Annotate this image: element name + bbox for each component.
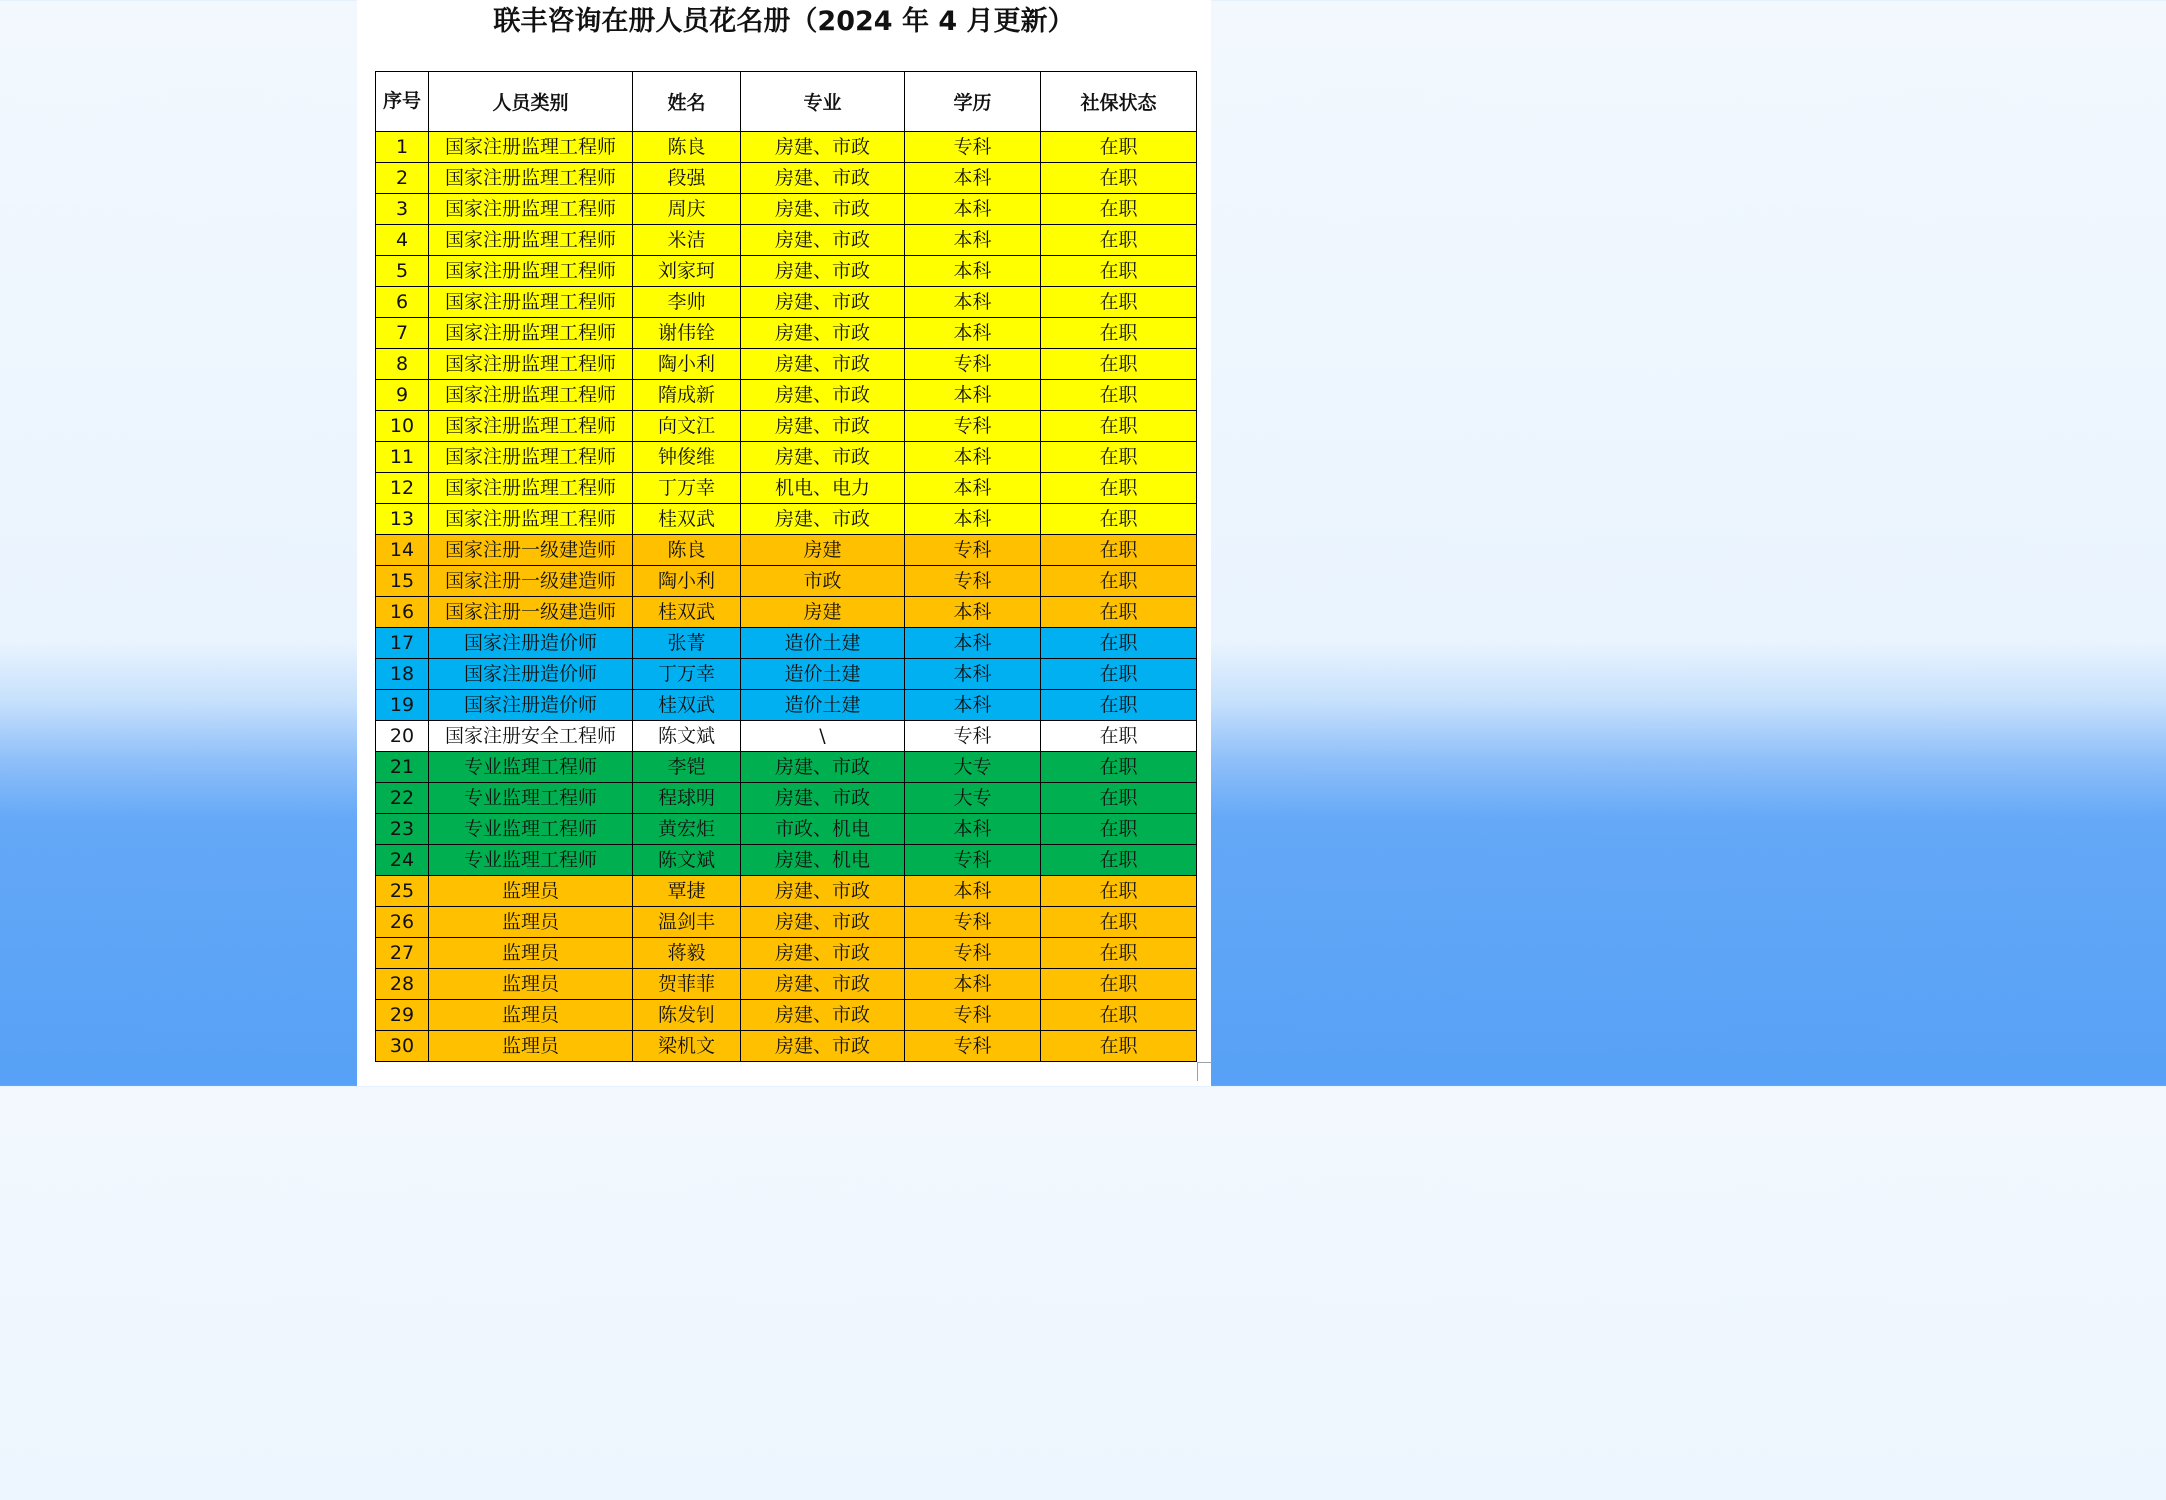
cell-education: 本科 xyxy=(905,690,1041,721)
cell-seq: 4 xyxy=(376,225,429,256)
cell-category: 专业监理工程师 xyxy=(429,814,633,845)
cell-status: 在职 xyxy=(1041,845,1197,876)
cell-category: 国家注册一级建造师 xyxy=(429,566,633,597)
cell-category: 国家注册监理工程师 xyxy=(429,194,633,225)
cell-category: 监理员 xyxy=(429,1000,633,1031)
cell-category: 国家注册监理工程师 xyxy=(429,318,633,349)
table-row xyxy=(376,411,1197,442)
header-name: 姓名 xyxy=(633,72,741,132)
cell-category: 专业监理工程师 xyxy=(429,845,633,876)
cell-major: 机电、电力 xyxy=(741,473,905,504)
table-row xyxy=(376,783,1197,814)
cell-status: 在职 xyxy=(1041,1031,1197,1062)
cell-major: 房建、市政 xyxy=(741,256,905,287)
cell-major: 造价土建 xyxy=(741,659,905,690)
header-seq: 序号 xyxy=(376,72,429,132)
cell-education: 本科 xyxy=(905,628,1041,659)
cell-seq: 2 xyxy=(376,163,429,194)
cell-category: 监理员 xyxy=(429,938,633,969)
cell-name: 陈良 xyxy=(633,132,741,163)
cell-education: 本科 xyxy=(905,256,1041,287)
cell-name: 丁万幸 xyxy=(633,659,741,690)
header-major: 专业 xyxy=(741,72,905,132)
cell-status: 在职 xyxy=(1041,380,1197,411)
personnel-roster-table xyxy=(375,71,1197,1062)
table-row xyxy=(376,597,1197,628)
cell-status: 在职 xyxy=(1041,938,1197,969)
cell-major: 房建 xyxy=(741,535,905,566)
cell-name: 桂双武 xyxy=(633,690,741,721)
cell-status: 在职 xyxy=(1041,659,1197,690)
cell-education: 本科 xyxy=(905,814,1041,845)
cell-education: 本科 xyxy=(905,659,1041,690)
page-corner-mark xyxy=(1197,1062,1212,1081)
cell-name: 丁万幸 xyxy=(633,473,741,504)
cell-major: 房建、市政 xyxy=(741,287,905,318)
cell-name: 温剑丰 xyxy=(633,907,741,938)
cell-seq: 3 xyxy=(376,194,429,225)
cell-status: 在职 xyxy=(1041,225,1197,256)
table-row xyxy=(376,938,1197,969)
cell-education: 本科 xyxy=(905,442,1041,473)
cell-status: 在职 xyxy=(1041,907,1197,938)
cell-seq: 29 xyxy=(376,1000,429,1031)
cell-status: 在职 xyxy=(1041,721,1197,752)
cell-education: 专科 xyxy=(905,411,1041,442)
document-title: 联丰咨询在册人员花名册（2024 年 4 月更新） xyxy=(493,6,1075,37)
cell-name: 桂双武 xyxy=(633,597,741,628)
cell-category: 国家注册造价师 xyxy=(429,690,633,721)
cell-category: 监理员 xyxy=(429,1031,633,1062)
cell-name: 陶小利 xyxy=(633,349,741,380)
table-row xyxy=(376,535,1197,566)
cell-name: 隋成新 xyxy=(633,380,741,411)
cell-category: 专业监理工程师 xyxy=(429,783,633,814)
cell-name: 陈文斌 xyxy=(633,721,741,752)
cell-name: 贺菲菲 xyxy=(633,969,741,1000)
table-row xyxy=(376,504,1197,535)
cell-category: 国家注册安全工程师 xyxy=(429,721,633,752)
cell-education: 专科 xyxy=(905,938,1041,969)
cell-seq: 11 xyxy=(376,442,429,473)
cell-status: 在职 xyxy=(1041,473,1197,504)
cell-education: 本科 xyxy=(905,287,1041,318)
cell-category: 国家注册监理工程师 xyxy=(429,349,633,380)
cell-major: 房建、市政 xyxy=(741,442,905,473)
header-education: 学历 xyxy=(905,72,1041,132)
cell-category: 国家注册造价师 xyxy=(429,659,633,690)
cell-status: 在职 xyxy=(1041,690,1197,721)
cell-category: 专业监理工程师 xyxy=(429,752,633,783)
cell-name: 程球明 xyxy=(633,783,741,814)
cell-seq: 19 xyxy=(376,690,429,721)
cell-name: 米洁 xyxy=(633,225,741,256)
cell-category: 国家注册监理工程师 xyxy=(429,256,633,287)
cell-name: 李铠 xyxy=(633,752,741,783)
cell-major: 房建、市政 xyxy=(741,194,905,225)
cell-seq: 12 xyxy=(376,473,429,504)
cell-seq: 27 xyxy=(376,938,429,969)
cell-major: 房建 xyxy=(741,597,905,628)
cell-status: 在职 xyxy=(1041,287,1197,318)
cell-name: 段强 xyxy=(633,163,741,194)
cell-seq: 26 xyxy=(376,907,429,938)
cell-status: 在职 xyxy=(1041,349,1197,380)
cell-name: 梁机文 xyxy=(633,1031,741,1062)
cell-education: 本科 xyxy=(905,194,1041,225)
table-row xyxy=(376,876,1197,907)
table-row xyxy=(376,721,1197,752)
cell-seq: 14 xyxy=(376,535,429,566)
cell-status: 在职 xyxy=(1041,814,1197,845)
cell-seq: 28 xyxy=(376,969,429,1000)
cell-name: 陶小利 xyxy=(633,566,741,597)
table-row xyxy=(376,566,1197,597)
cell-seq: 1 xyxy=(376,132,429,163)
cell-major: 房建、市政 xyxy=(741,411,905,442)
cell-seq: 18 xyxy=(376,659,429,690)
cell-name: 陈发钊 xyxy=(633,1000,741,1031)
cell-education: 专科 xyxy=(905,566,1041,597)
cell-category: 国家注册监理工程师 xyxy=(429,163,633,194)
cell-seq: 9 xyxy=(376,380,429,411)
cell-major: 造价土建 xyxy=(741,690,905,721)
cell-major: 房建、市政 xyxy=(741,752,905,783)
cell-category: 国家注册监理工程师 xyxy=(429,411,633,442)
cell-name: 蒋毅 xyxy=(633,938,741,969)
cell-major: 房建、市政 xyxy=(741,349,905,380)
cell-education: 本科 xyxy=(905,473,1041,504)
cell-education: 专科 xyxy=(905,535,1041,566)
cell-major: 造价土建 xyxy=(741,628,905,659)
cell-category: 国家注册一级建造师 xyxy=(429,535,633,566)
cell-name: 刘家珂 xyxy=(633,256,741,287)
cell-major: 房建、市政 xyxy=(741,907,905,938)
cell-category: 国家注册造价师 xyxy=(429,628,633,659)
cell-major: \ xyxy=(741,721,905,752)
cell-education: 本科 xyxy=(905,876,1041,907)
cell-seq: 22 xyxy=(376,783,429,814)
cell-major: 市政 xyxy=(741,566,905,597)
cell-major: 房建、市政 xyxy=(741,783,905,814)
cell-seq: 23 xyxy=(376,814,429,845)
cell-category: 监理员 xyxy=(429,907,633,938)
table-row xyxy=(376,752,1197,783)
cell-name: 周庆 xyxy=(633,194,741,225)
cell-seq: 10 xyxy=(376,411,429,442)
cell-name: 李帅 xyxy=(633,287,741,318)
cell-seq: 7 xyxy=(376,318,429,349)
table-row xyxy=(376,690,1197,721)
cell-education: 本科 xyxy=(905,504,1041,535)
cell-category: 监理员 xyxy=(429,876,633,907)
cell-status: 在职 xyxy=(1041,163,1197,194)
cell-major: 房建、市政 xyxy=(741,1031,905,1062)
cell-status: 在职 xyxy=(1041,969,1197,1000)
cell-major: 房建、市政 xyxy=(741,380,905,411)
cell-major: 房建、市政 xyxy=(741,1000,905,1031)
table-row xyxy=(376,256,1197,287)
table-row xyxy=(376,287,1197,318)
cell-seq: 17 xyxy=(376,628,429,659)
cell-name: 黄宏炬 xyxy=(633,814,741,845)
cell-status: 在职 xyxy=(1041,194,1197,225)
cell-category: 国家注册监理工程师 xyxy=(429,380,633,411)
cell-category: 监理员 xyxy=(429,969,633,1000)
cell-education: 本科 xyxy=(905,163,1041,194)
cell-education: 专科 xyxy=(905,349,1041,380)
cell-seq: 24 xyxy=(376,845,429,876)
cell-status: 在职 xyxy=(1041,535,1197,566)
cell-seq: 20 xyxy=(376,721,429,752)
cell-status: 在职 xyxy=(1041,256,1197,287)
cell-education: 大专 xyxy=(905,783,1041,814)
cell-education: 专科 xyxy=(905,845,1041,876)
cell-category: 国家注册监理工程师 xyxy=(429,442,633,473)
cell-name: 陈文斌 xyxy=(633,845,741,876)
cell-category: 国家注册监理工程师 xyxy=(429,132,633,163)
cell-name: 向文江 xyxy=(633,411,741,442)
cell-status: 在职 xyxy=(1041,318,1197,349)
table-row xyxy=(376,442,1197,473)
cell-education: 本科 xyxy=(905,380,1041,411)
table-row xyxy=(376,132,1197,163)
cell-status: 在职 xyxy=(1041,504,1197,535)
table-row xyxy=(376,473,1197,504)
cell-education: 专科 xyxy=(905,1031,1041,1062)
cell-seq: 6 xyxy=(376,287,429,318)
cell-seq: 21 xyxy=(376,752,429,783)
cell-status: 在职 xyxy=(1041,597,1197,628)
cell-seq: 30 xyxy=(376,1031,429,1062)
cell-major: 房建、市政 xyxy=(741,504,905,535)
table-row xyxy=(376,225,1197,256)
cell-seq: 25 xyxy=(376,876,429,907)
table-row xyxy=(376,163,1197,194)
table-row xyxy=(376,814,1197,845)
header-status: 社保状态 xyxy=(1041,72,1197,132)
table-row xyxy=(376,907,1197,938)
table-row xyxy=(376,845,1197,876)
cell-category: 国家注册监理工程师 xyxy=(429,473,633,504)
cell-status: 在职 xyxy=(1041,566,1197,597)
cell-major: 市政、机电 xyxy=(741,814,905,845)
cell-name: 谢伟铨 xyxy=(633,318,741,349)
cell-name: 覃捷 xyxy=(633,876,741,907)
cell-status: 在职 xyxy=(1041,628,1197,659)
table-body xyxy=(376,132,1197,1062)
cell-major: 房建、市政 xyxy=(741,318,905,349)
table-row xyxy=(376,349,1197,380)
cell-education: 专科 xyxy=(905,721,1041,752)
cell-major: 房建、市政 xyxy=(741,225,905,256)
cell-seq: 15 xyxy=(376,566,429,597)
table-row xyxy=(376,969,1197,1000)
cell-major: 房建、市政 xyxy=(741,969,905,1000)
table-row xyxy=(376,194,1197,225)
cell-education: 本科 xyxy=(905,318,1041,349)
cell-category: 国家注册监理工程师 xyxy=(429,225,633,256)
cell-category: 国家注册监理工程师 xyxy=(429,287,633,318)
cell-category: 国家注册监理工程师 xyxy=(429,504,633,535)
cell-major: 房建、市政 xyxy=(741,163,905,194)
cell-status: 在职 xyxy=(1041,1000,1197,1031)
table-row xyxy=(376,318,1197,349)
cell-name: 张菁 xyxy=(633,628,741,659)
cell-name: 桂双武 xyxy=(633,504,741,535)
table-row xyxy=(376,1000,1197,1031)
table-row xyxy=(376,1031,1197,1062)
table-row xyxy=(376,380,1197,411)
cell-name: 钟俊维 xyxy=(633,442,741,473)
cell-status: 在职 xyxy=(1041,411,1197,442)
cell-major: 房建、市政 xyxy=(741,938,905,969)
table-header-row xyxy=(376,72,1197,132)
cell-major: 房建、机电 xyxy=(741,845,905,876)
cell-seq: 13 xyxy=(376,504,429,535)
cell-status: 在职 xyxy=(1041,752,1197,783)
cell-education: 本科 xyxy=(905,969,1041,1000)
cell-seq: 8 xyxy=(376,349,429,380)
cell-category: 国家注册一级建造师 xyxy=(429,597,633,628)
cell-education: 本科 xyxy=(905,597,1041,628)
cell-seq: 16 xyxy=(376,597,429,628)
document-page xyxy=(357,0,1211,1086)
header-category: 人员类别 xyxy=(429,72,633,132)
cell-education: 大专 xyxy=(905,752,1041,783)
cell-status: 在职 xyxy=(1041,442,1197,473)
cell-major: 房建、市政 xyxy=(741,876,905,907)
cell-status: 在职 xyxy=(1041,132,1197,163)
cell-major: 房建、市政 xyxy=(741,132,905,163)
cell-name: 陈良 xyxy=(633,535,741,566)
cell-status: 在职 xyxy=(1041,783,1197,814)
cell-education: 专科 xyxy=(905,132,1041,163)
table-row xyxy=(376,628,1197,659)
cell-seq: 5 xyxy=(376,256,429,287)
table-row xyxy=(376,659,1197,690)
cell-education: 专科 xyxy=(905,1000,1041,1031)
cell-education: 专科 xyxy=(905,907,1041,938)
cell-education: 本科 xyxy=(905,225,1041,256)
cell-status: 在职 xyxy=(1041,876,1197,907)
